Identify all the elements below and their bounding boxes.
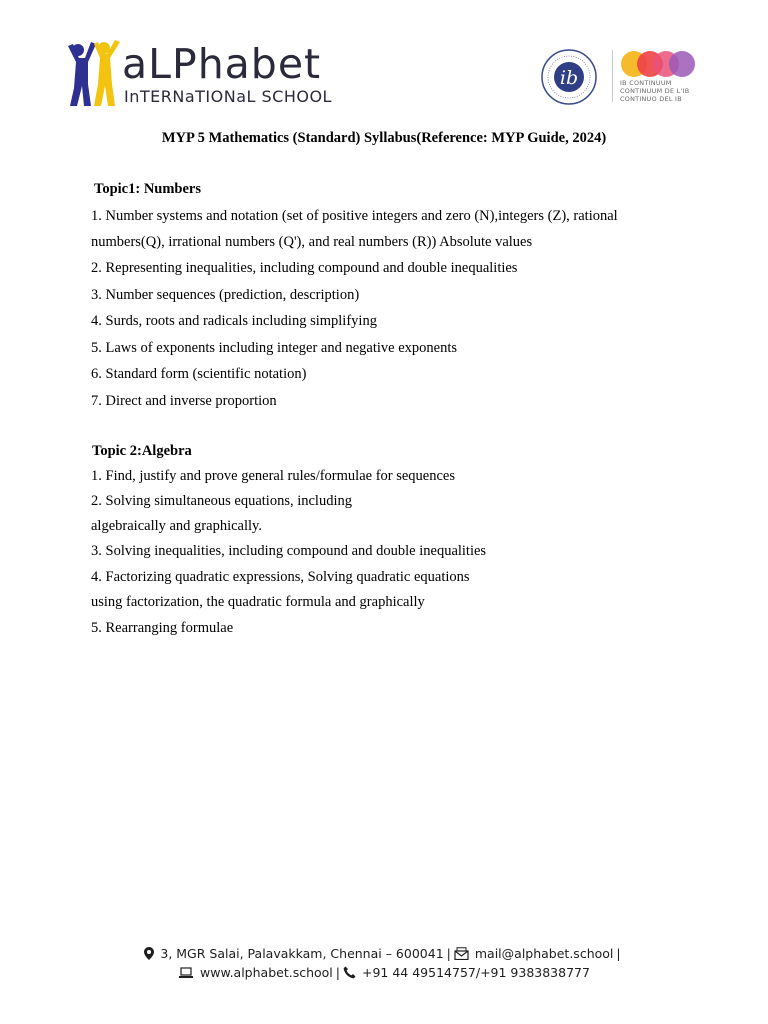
syllabus-line: 5. Laws of exponents including integer and negative exponents	[91, 340, 458, 356]
syllabus-line: 5. Rearranging formulae	[91, 620, 234, 636]
mail-icon	[454, 947, 469, 960]
syllabus-line: 2. Representing inequalities, including compound and double inequalities	[91, 260, 518, 276]
ib-divider	[612, 50, 613, 102]
footer-phone[interactable]: +91 44 49514757/+91 9383838777	[362, 965, 590, 980]
syllabus-line: 2. Solving simultaneous equations, including	[91, 493, 352, 509]
syllabus-line: 4. Surds, roots and radicals including simplifying	[91, 313, 377, 329]
footer-separator: |	[446, 946, 451, 961]
syllabus-line: using factorization, the quadratic formula and graphically	[91, 594, 425, 610]
topic-heading: Topic1: Numbers	[94, 181, 202, 197]
laptop-icon	[178, 967, 194, 979]
syllabus-line: 3. Number sequences (prediction, description)	[91, 287, 360, 303]
document-title: MYP 5 Mathematics (Standard) Syllabus(Reference: MYP Guide, 2024)	[161, 130, 607, 146]
syllabus-line: 7. Direct and inverse proportion	[91, 393, 277, 409]
school-subtitle: InTERNaTIONaL SCHOOL	[124, 87, 332, 106]
footer-line-2	[0, 965, 768, 980]
ib-continuum-circles-icon	[620, 50, 700, 78]
phone-icon	[343, 966, 356, 979]
school-name: aLPhabet	[122, 40, 322, 88]
footer-website[interactable]: www.alphabet.school	[200, 965, 333, 980]
ib-continuum-line: IB CONTINUUM	[620, 79, 672, 87]
ib-logo	[540, 44, 710, 108]
ib-seal-text: ib	[559, 67, 579, 89]
topic-heading: Topic 2:Algebra	[92, 443, 192, 459]
ib-continuum-line: CONTINUO DEL IB	[620, 95, 682, 103]
ib-continuum-line: CONTINUUM DE L'IB	[620, 87, 690, 95]
ib-continuum-text	[620, 79, 710, 103]
footer-line-1	[0, 946, 768, 961]
syllabus-line: 3. Solving inequalities, including compound and double inequalities	[91, 543, 487, 559]
footer-email[interactable]: mail@alphabet.school	[474, 946, 614, 961]
ib-seal-icon	[540, 48, 598, 106]
syllabus-line: 4. Factorizing quadratic expressions, Solving quadratic equations	[91, 569, 470, 585]
footer-separator: |	[616, 946, 621, 961]
school-logo	[64, 40, 334, 112]
syllabus-line: 6. Standard form (scientific notation)	[91, 366, 307, 382]
syllabus-line: 1. Find, justify and prove general rules/formulae for sequences	[91, 468, 456, 484]
footer-separator: |	[335, 965, 340, 980]
location-pin-icon	[144, 947, 154, 960]
footer-address: 3, MGR Salai, Palavakkam, Chennai – 600041	[160, 946, 444, 961]
syllabus-line: algebraically and graphically.	[91, 518, 262, 534]
syllabus-line: 1. Number systems and notation (set of positive integers and zero (N),integers (Z), rational	[91, 208, 618, 224]
syllabus-line: numbers(Q), irrational numbers (Q'), and real numbers (R)) Absolute values	[91, 234, 533, 250]
